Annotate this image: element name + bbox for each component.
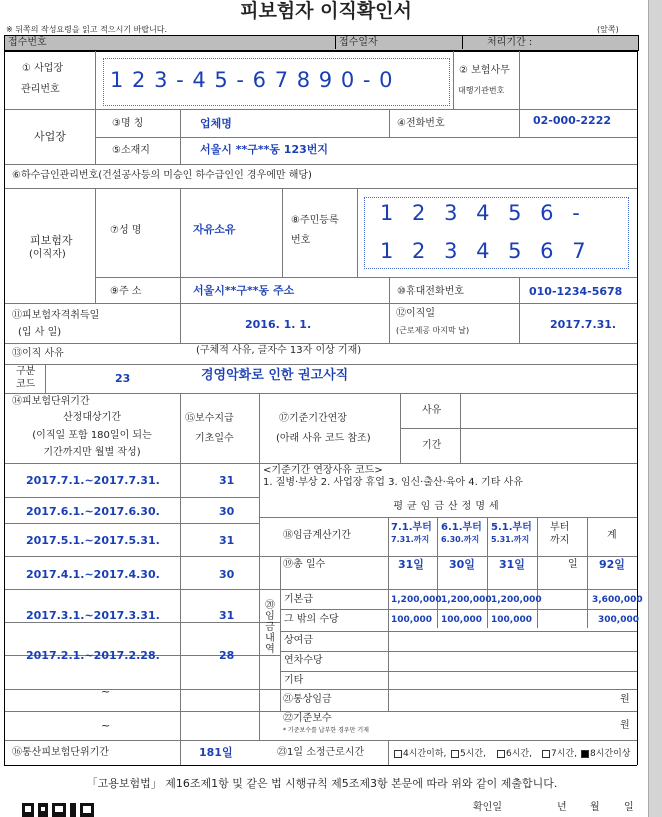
total-days-total: 92일: [599, 558, 625, 571]
hours-option-1: 4시간이하,: [403, 749, 447, 759]
resident-no-line-2: 1 2 3 4 5 6 7: [380, 239, 586, 263]
resident-no-label-2: 번호: [291, 235, 311, 246]
annual-leave-pay-label: 연차수당: [284, 655, 323, 666]
legal-statement: 「고용보험법」 제16조제1항 및 같은 법 시행규칙 제5조제3항 본문에 따라 위와 같이 제출합니다.: [86, 777, 558, 790]
days-row-6: 28: [219, 649, 235, 662]
base-days-header-2: 기초일수: [195, 433, 234, 444]
mobile-value: 010-1234-5678: [529, 285, 623, 298]
extension-codes-title: <기준기간 연장사유 코드>: [263, 465, 383, 476]
hours-option-3-checkbox: [497, 750, 505, 758]
hours-option-1-checkbox: [394, 750, 402, 758]
standard-pay-label: ㉒기준보수: [283, 713, 332, 724]
other-allowance-col-1: 100,000: [391, 615, 432, 625]
wage-details-vertical-label: ⑳임금내역: [265, 600, 275, 655]
wage-col-4-to: 까지: [550, 535, 570, 546]
leave-reason-label: ⑬이직 사유: [12, 348, 64, 359]
hours-option-2: 5시간,: [460, 749, 486, 759]
confirm-date-label: 확인일: [473, 802, 502, 813]
base-pay-label: 기본급: [284, 594, 313, 605]
wage-period-label: ⑱임금계산기간: [283, 530, 351, 541]
wage-col-3-from: 5.1.부터: [491, 522, 532, 533]
subcontractor-label: ⑥하수급인관리번호(건설공사등의 미승인 하수급인인 경우에만 해당): [12, 170, 312, 181]
insured-label-2: (이직자): [29, 249, 66, 260]
days-row-3: 31: [219, 534, 235, 547]
reason-code-label-2: 코드: [16, 379, 36, 390]
extension-period-label: 기간: [422, 440, 442, 451]
business-mgmt-no-label-2: 관리번호: [21, 84, 60, 95]
leave-date-value: 2017.7.31.: [550, 318, 617, 331]
wage-total-label: 계: [607, 530, 617, 541]
acquire-date-label-2: (입 사 일): [18, 327, 62, 338]
business-phone-value: 02-000-2222: [533, 114, 612, 127]
business-name-value: 업체명: [200, 117, 232, 130]
period-row-2: 2017.6.1.~2017.6.30.: [26, 505, 160, 518]
period-row-7-tilde: ~: [101, 685, 111, 698]
insurance-agency-label-1: ② 보험사무: [459, 65, 510, 76]
hours-option-4-checkbox: [542, 750, 550, 758]
business-name-label: ③명 칭: [112, 118, 144, 129]
receipt-number-label: 접수번호: [8, 37, 47, 48]
reason-code-value: 23: [115, 372, 131, 385]
wage-col-3-to: 5.31.까지: [491, 535, 530, 544]
business-address-label: ⑤소재지: [112, 145, 150, 156]
acquire-date-value: 2016. 1. 1.: [245, 318, 312, 331]
base-pay-total: 3,600,000: [592, 595, 643, 605]
other-allowance-col-3: 100,000: [491, 615, 532, 625]
insured-name-label: ⑦성 명: [110, 225, 142, 236]
standard-pay-note: * 기준보수를 납부한 경우만 기재: [283, 727, 369, 734]
insured-address-value: 서울시**구**동 주소: [193, 284, 295, 297]
business-mgmt-number: 1 2 3 - 4 5 - 6 7 8 9 0 - 0: [110, 68, 393, 92]
business-mgmt-no-label-1: ① 사업장: [22, 63, 64, 74]
total-days-label: ⑲총 일수: [283, 559, 326, 570]
acquire-date-label-1: ⑪피보험자격취득일: [12, 310, 100, 321]
wage-col-2-from: 6.1.부터: [441, 522, 482, 533]
period-row-6: 2017.2.1.~2017.2.28.: [26, 649, 160, 662]
daily-hours-label: ㉓1일 소정근로시간: [277, 747, 365, 758]
total-days-col-4: 일: [568, 559, 578, 570]
days-row-4: 30: [219, 568, 235, 581]
bonus-label: 상여금: [284, 635, 313, 646]
days-row-1: 31: [219, 474, 235, 487]
period-header-4: 기간까지만 월별 작성): [43, 447, 141, 458]
days-row-5: 31: [219, 609, 235, 622]
days-row-2: 30: [219, 505, 235, 518]
total-insured-period-label: ⑯통산피보험단위기간: [12, 747, 109, 758]
leave-date-label-2: (근로제공 마지막 날): [396, 326, 470, 335]
ordinary-wage-unit: 원: [620, 694, 630, 705]
business-phone-label: ④전화번호: [397, 118, 445, 129]
receipt-bar: [4, 35, 639, 51]
insured-address-label: ⑨주 소: [110, 286, 142, 297]
other-allowance-label: 그 밖의 수당: [284, 614, 339, 625]
resident-no-label-1: ⑧주민등록: [291, 215, 339, 226]
extension-header-2: (아래 사유 코드 참조): [276, 433, 371, 444]
year-label: 년: [557, 802, 567, 813]
period-row-5: 2017.3.1.~2017.3.31.: [26, 609, 160, 622]
avg-wage-title: 평균임금산정명세: [393, 501, 503, 512]
period-row-3: 2017.5.1.~2017.5.31.: [26, 534, 160, 547]
resident-no-line-1: 1 2 3 4 5 6 -: [380, 201, 580, 225]
reason-text-value: 경영악화로 인한 권고사직: [201, 368, 349, 383]
misc-label: 기타: [284, 675, 304, 686]
insured-name-value: 자유소유: [193, 223, 236, 236]
total-insured-period-value: 181일: [199, 746, 233, 759]
hours-option-3: 6시간,: [506, 749, 532, 759]
extension-header-1: ⑰기준기간연장: [279, 413, 347, 424]
instruction-note: ※ 뒤쪽의 작성요령을 읽고 적으시기 바랍니다.: [6, 25, 168, 34]
base-pay-col-3: 1,200,000: [491, 595, 542, 605]
wage-col-2-to: 6.30.까지: [441, 535, 480, 544]
insured-label-1: 피보험자: [30, 234, 73, 247]
standard-pay-unit: 원: [620, 720, 630, 731]
hours-option-5-checkbox-checked: [581, 750, 589, 758]
total-days-col-1: 31일: [398, 558, 424, 571]
extension-reason-label: 사유: [422, 405, 442, 416]
hours-option-2-checkbox: [451, 750, 459, 758]
period-row-4: 2017.4.1.~2017.4.30.: [26, 568, 160, 581]
base-pay-col-2: 1,200,000: [441, 595, 492, 605]
day-label: 일: [624, 802, 634, 813]
month-label: 월: [590, 802, 600, 813]
document-title: 피보험자 이직확인서: [240, 0, 412, 22]
hours-option-4: 7시간,: [551, 749, 577, 759]
wage-col-1-to: 7.31.까지: [391, 535, 430, 544]
vertical-scrollbar[interactable]: [648, 0, 662, 817]
business-section-label: 사업장: [34, 130, 66, 143]
extension-codes-list: 1. 질병·부상 2. 사업장 휴업 3. 임신·출산·육아 4. 기타 사유: [263, 477, 523, 488]
leave-date-label-1: ⑫이직일: [396, 308, 435, 319]
other-allowance-total: 300,000: [598, 615, 639, 625]
receipt-date-label: 접수일자: [339, 37, 378, 48]
mobile-label: ⑩휴대전화번호: [397, 286, 464, 297]
total-days-col-2: 30일: [449, 558, 475, 571]
business-address-value: 서울시 **구**동 123번지: [200, 143, 329, 156]
base-pay-col-1: 1,200,000: [391, 595, 442, 605]
wage-col-4-from: 부터: [550, 522, 570, 533]
insurance-agency-label-2: 대행기관번호: [458, 86, 505, 95]
hours-option-5: 8시간이상: [590, 749, 631, 759]
period-header-1: ⑭피보험단위기간: [12, 396, 90, 407]
leave-reason-hint: (구체적 사유, 글자수 13자 이상 기재): [196, 345, 362, 356]
processing-period-label: 처리기간 :: [487, 37, 533, 48]
page-side-note: (앞쪽): [597, 25, 619, 34]
period-header-2: 산정대상기간: [63, 412, 121, 423]
period-header-3: (이직일 포함 180일이 되는: [32, 430, 152, 441]
period-row-1: 2017.7.1.~2017.7.31.: [26, 474, 160, 487]
barcode-icon: [22, 801, 102, 817]
period-row-8-tilde: ~: [101, 719, 111, 732]
base-days-header-1: ⑮보수지급: [185, 413, 234, 424]
total-days-col-3: 31일: [499, 558, 525, 571]
ordinary-wage-label: ㉑통상임금: [283, 694, 332, 705]
wage-col-1-from: 7.1.부터: [391, 522, 432, 533]
reason-code-label-1: 구분: [16, 366, 36, 377]
other-allowance-col-2: 100,000: [441, 615, 482, 625]
